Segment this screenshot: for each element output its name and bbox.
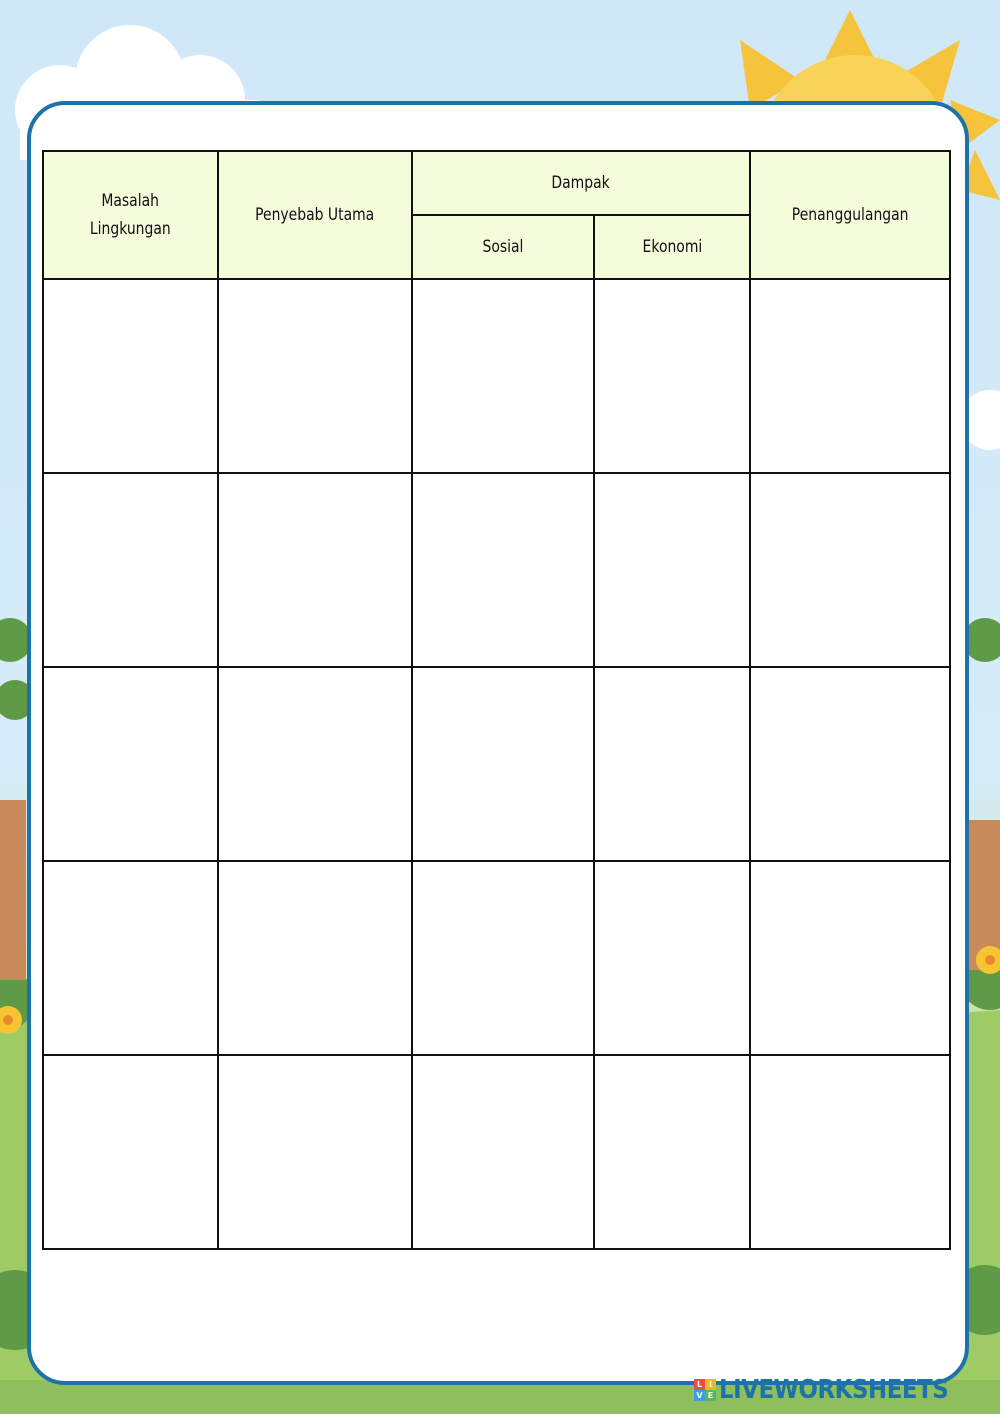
table-row [43, 1055, 950, 1249]
cell-sosial[interactable] [412, 1055, 594, 1249]
header-sosial [412, 215, 594, 279]
cell-penyebab[interactable] [218, 279, 412, 473]
cell-penanggulangan[interactable] [750, 1055, 950, 1249]
liveworksheets-wordmark: LIVEWORKSHEETS [719, 1375, 949, 1405]
cell-sosial[interactable] [412, 473, 594, 667]
cell-ekonomi[interactable] [594, 861, 750, 1055]
cell-penyebab[interactable] [218, 667, 412, 861]
header-ekonomi [594, 215, 750, 279]
cell-masalah[interactable] [43, 667, 218, 861]
table-row [43, 667, 950, 861]
cell-masalah[interactable] [43, 1055, 218, 1249]
liveworksheets-logo [694, 1376, 980, 1404]
liveworksheets-badge-icon [694, 1379, 716, 1401]
badge-letter: I [705, 1379, 716, 1390]
table-row [43, 861, 950, 1055]
cell-penanggulangan[interactable] [750, 667, 950, 861]
cell-sosial[interactable] [412, 279, 594, 473]
cell-ekonomi[interactable] [594, 1055, 750, 1249]
header-sosial-label: Sosial [482, 237, 524, 257]
header-masalah-line1: Masalah [101, 191, 160, 211]
cell-penyebab[interactable] [218, 1055, 412, 1249]
table-row [43, 473, 950, 667]
header-penyebab-utama [218, 151, 412, 279]
environment-problems-table [42, 150, 951, 1250]
cell-sosial[interactable] [412, 861, 594, 1055]
cell-ekonomi[interactable] [594, 667, 750, 861]
cell-penanggulangan[interactable] [750, 473, 950, 667]
cell-ekonomi[interactable] [594, 473, 750, 667]
badge-letter: E [705, 1390, 716, 1401]
table-row [43, 279, 950, 473]
header-ekonomi-label: Ekonomi [642, 237, 702, 257]
badge-letter: V [694, 1390, 705, 1401]
tree-trunk-icon [0, 800, 26, 980]
header-masalah-line2: Lingkungan [90, 219, 171, 239]
cell-ekonomi[interactable] [594, 279, 750, 473]
header-penyebab-label: Penyebab Utama [255, 205, 375, 225]
badge-letter: L [694, 1379, 705, 1390]
cell-penanggulangan[interactable] [750, 279, 950, 473]
cell-masalah[interactable] [43, 861, 218, 1055]
cell-sosial[interactable] [412, 667, 594, 861]
header-penanggulangan-label: Penanggulangan [791, 205, 909, 225]
header-penanggulangan [750, 151, 950, 279]
cell-penanggulangan[interactable] [750, 861, 950, 1055]
cell-penyebab[interactable] [218, 861, 412, 1055]
header-dampak [412, 151, 750, 215]
header-dampak-label: Dampak [551, 173, 611, 193]
cell-masalah[interactable] [43, 279, 218, 473]
header-masalah-lingkungan [43, 151, 218, 279]
cell-penyebab[interactable] [218, 473, 412, 667]
cell-masalah[interactable] [43, 473, 218, 667]
